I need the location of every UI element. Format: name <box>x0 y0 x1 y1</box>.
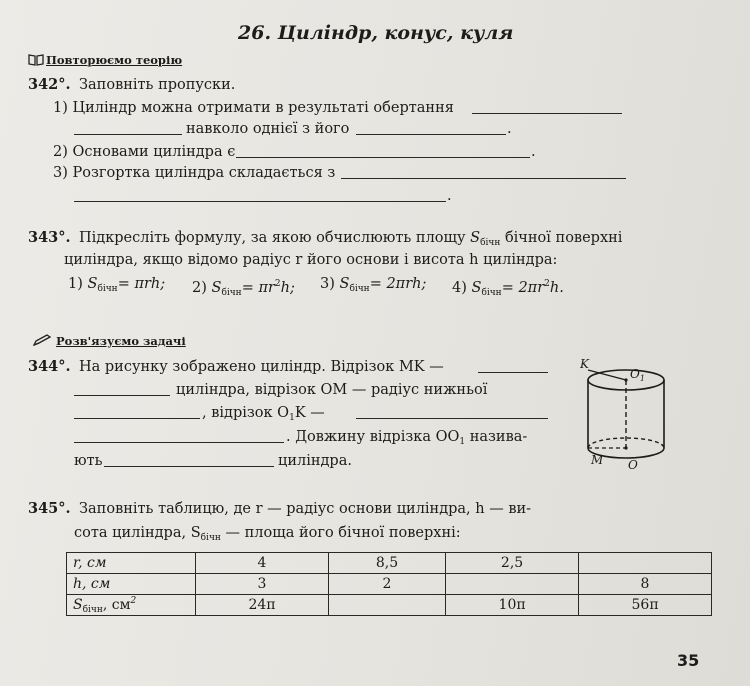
table-row <box>67 574 712 595</box>
blank-342-2[interactable] <box>236 157 530 158</box>
table-row <box>67 595 712 616</box>
exercise-342-item1: 1) Циліндр можна отримати в результаті обертання <box>53 100 454 116</box>
table-cell[interactable]: 8,5 <box>328 553 445 574</box>
section-solve-tasks: Розв'язуємо задачі <box>56 334 186 348</box>
blank-342-1a[interactable] <box>472 113 622 114</box>
table-cell[interactable] <box>328 595 445 616</box>
exercise-342-task: Заповніть пропуски. <box>79 77 236 93</box>
exercise-344-line4: . Довжину відрізка $OO_1$ назива- <box>286 429 528 447</box>
table-cell[interactable]: 24π <box>196 595 329 616</box>
section-review-theory: Повторюємо теорію <box>46 53 183 67</box>
exercise-344-line5-end: циліндра. <box>278 453 352 469</box>
period: . <box>507 121 512 137</box>
formula-option-3[interactable]: 3) $S_{бічн}= 2\pi rh$; <box>320 276 427 294</box>
blank-344-6[interactable] <box>104 466 274 467</box>
page-title: 26. Циліндр, конус, куля <box>238 22 514 44</box>
label-k: K <box>580 357 589 371</box>
row-label-h: h, см <box>67 574 196 595</box>
exercise-344-line2: циліндра, відрізок OM — радіус нижньої <box>176 382 488 398</box>
period: . <box>447 188 452 204</box>
exercise-344-line3: , відрізок $O_1K$ — <box>202 405 325 423</box>
row-label-s: $S_{бічн}$, $см^2$ <box>67 595 196 616</box>
table-cell[interactable]: 8 <box>579 574 712 595</box>
formula-option-1[interactable]: 1) $S_{бічн}= \pi rh$; <box>68 276 166 294</box>
blank-344-1[interactable] <box>478 372 548 373</box>
cylinder-figure <box>580 356 670 476</box>
label-m: M <box>591 453 604 467</box>
exercise-343-line1: Підкресліть формулу, за якою обчислюють площу $S_{бічн}$ бічної поверхні <box>79 230 623 248</box>
table-cell[interactable]: 56π <box>579 595 712 616</box>
period: . <box>531 144 536 160</box>
exercise-342-item2: 2) Основами циліндра є <box>53 144 236 160</box>
formula-option-2[interactable]: 2) $S_{бічн}= \pi r^2h$; <box>192 279 295 298</box>
blank-342-3b[interactable] <box>74 201 446 202</box>
exercise-342-item3: 3) Розгортка циліндра складається з <box>53 165 336 181</box>
blank-344-5[interactable] <box>74 442 284 443</box>
blank-344-4[interactable] <box>356 418 548 419</box>
exercise-345-number: 345°. <box>28 500 71 517</box>
blank-344-3[interactable] <box>74 418 200 419</box>
table-cell[interactable]: 4 <box>196 553 329 574</box>
table-cell[interactable]: 3 <box>196 574 329 595</box>
blank-344-2[interactable] <box>74 395 170 396</box>
blank-342-1c[interactable] <box>356 134 506 135</box>
table-cell[interactable]: 10π <box>446 595 579 616</box>
pencil-icon <box>33 334 51 346</box>
cylinder-table <box>66 552 712 616</box>
table-cell[interactable]: 2,5 <box>446 553 579 574</box>
exercise-343-number: 343°. <box>28 229 71 246</box>
table-cell[interactable] <box>446 574 579 595</box>
table-cell[interactable] <box>579 553 712 574</box>
book-icon <box>28 54 44 66</box>
exercise-344-line5-start: ють <box>74 453 103 469</box>
exercise-344-line1: На рисунку зображено циліндр. Відрізок MK — <box>79 359 444 375</box>
blank-342-1b[interactable] <box>74 134 182 135</box>
label-o: O <box>628 458 638 472</box>
row-label-r: r, см <box>67 553 196 574</box>
label-o1: $O_1$ <box>630 367 645 383</box>
blank-342-3a[interactable] <box>341 178 626 179</box>
exercise-342-number: 342°. <box>28 76 71 93</box>
exercise-345-line2: сота циліндра, $S_{бічн}$ — площа його бічної поверхні: <box>74 525 461 543</box>
exercise-344-number: 344°. <box>28 358 71 375</box>
table-cell[interactable]: 2 <box>328 574 445 595</box>
table-row <box>67 553 712 574</box>
page-number: 35 <box>677 651 700 670</box>
formula-option-4[interactable]: 4) $S_{бічн}= 2\pi r^2h$. <box>452 279 564 298</box>
exercise-343-line2: циліндра, якщо відомо радіус r його основи і висота h циліндра: <box>64 252 558 268</box>
exercise-342-item1-cont: навколо однієї з його <box>186 121 350 137</box>
exercise-345-line1: Заповніть таблицю, де r — радіус основи циліндра, h — ви- <box>79 501 532 517</box>
